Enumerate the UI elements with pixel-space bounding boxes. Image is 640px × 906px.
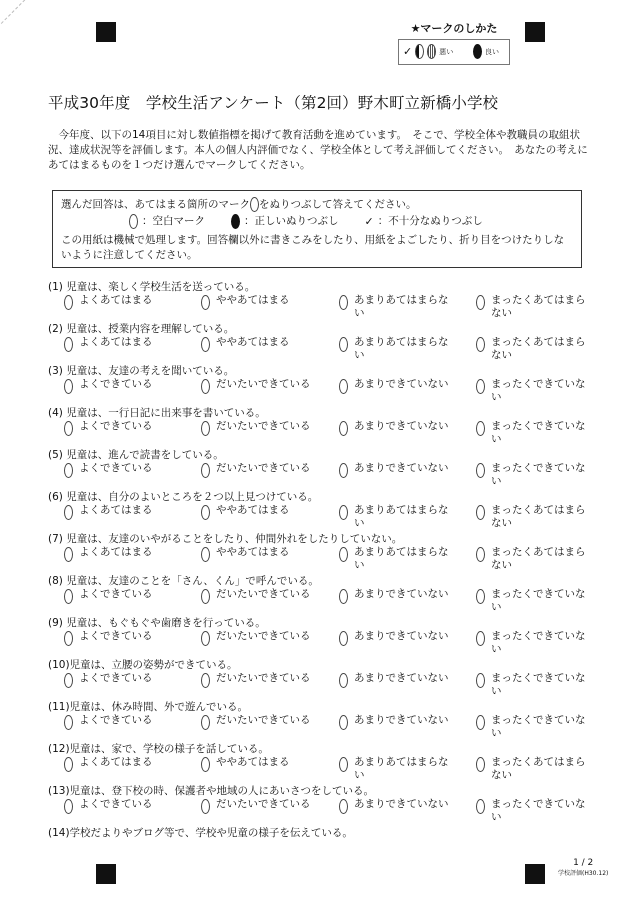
legend-blank-label: ：空白マーク — [142, 214, 205, 227]
answer-options — [48, 672, 608, 700]
good-example — [473, 44, 499, 59]
answer-option[interactable] — [64, 630, 188, 646]
answer-options — [48, 756, 608, 784]
answer-option[interactable] — [339, 714, 463, 730]
option-label: まったくあてはまらない — [491, 504, 586, 529]
registration-mark-top-right — [525, 22, 545, 42]
answer-bubble[interactable] — [201, 799, 210, 814]
blank-oval-icon — [250, 197, 259, 212]
option-label: まったくできていない — [491, 588, 586, 613]
option-label: だいたいできている — [216, 672, 311, 684]
question-text: (2) 児童は、授業内容を理解している。 — [48, 323, 235, 335]
option-label: まったくあてはまらない — [491, 294, 586, 319]
answer-bubble[interactable] — [201, 463, 210, 478]
question-4 — [48, 406, 608, 448]
answer-option[interactable] — [339, 798, 463, 814]
answer-option[interactable] — [64, 294, 188, 310]
answer-option[interactable] — [476, 378, 600, 404]
option-label: だいたいできている — [216, 630, 311, 642]
question-1 — [48, 280, 608, 322]
answer-bubble[interactable] — [339, 799, 348, 814]
answer-bubble[interactable] — [201, 547, 210, 562]
question-text: (1) 児童は、楽しく学校生活を送っている。 — [48, 281, 256, 293]
answer-bubble[interactable] — [64, 463, 73, 478]
answer-option[interactable] — [476, 546, 600, 572]
option-label: だいたいできている — [216, 420, 311, 432]
option-label: ややあてはまる — [216, 546, 290, 558]
answer-bubble[interactable] — [64, 715, 73, 730]
good-label: 良い — [485, 47, 499, 56]
bad-examples — [403, 44, 453, 59]
answer-option[interactable] — [64, 588, 188, 604]
answer-bubble[interactable] — [64, 379, 73, 394]
answer-bubble[interactable] — [476, 337, 485, 352]
option-label: だいたいできている — [216, 714, 311, 726]
legend-insufficient-label: ：不十分なぬりつぶし — [377, 214, 483, 227]
instructions-box — [52, 190, 582, 268]
option-label: よくあてはまる — [79, 504, 153, 516]
answer-option[interactable] — [201, 504, 325, 520]
answer-bubble[interactable] — [201, 505, 210, 520]
answer-bubble[interactable] — [476, 463, 485, 478]
answer-option[interactable] — [476, 756, 600, 782]
answer-option[interactable] — [64, 546, 188, 562]
question-text: (12)児童は、家で、学校の様子を話している。 — [48, 743, 269, 755]
option-label: あまりできていない — [354, 630, 449, 642]
legend-correct-label: ：正しいぬりつぶし — [244, 214, 339, 227]
option-label: だいたいできている — [216, 588, 311, 600]
answer-option[interactable] — [476, 588, 600, 614]
legend-correct — [231, 214, 339, 229]
option-label: だいたいできている — [216, 378, 311, 390]
answer-options — [48, 714, 608, 742]
check-mark-icon: ✓ — [403, 45, 413, 58]
answer-options — [48, 546, 608, 574]
question-text: (14)学校だよりやブログ等で、学校や児童の様子を伝えている。 — [48, 827, 353, 839]
answer-bubble[interactable] — [476, 589, 485, 604]
option-label: よくできている — [79, 462, 153, 474]
marking-guide-box — [398, 39, 510, 65]
answer-bubble[interactable] — [339, 673, 348, 688]
option-label: よくできている — [79, 420, 153, 432]
filled-oval-icon — [473, 44, 482, 59]
answer-option[interactable] — [201, 672, 325, 688]
option-label: あまりあてはまらない — [354, 294, 449, 319]
answer-option[interactable] — [476, 672, 600, 698]
option-label: ややあてはまる — [216, 294, 290, 306]
check-mark-icon: ✓ — [364, 214, 374, 228]
answer-options — [48, 294, 608, 322]
answer-option[interactable] — [339, 504, 463, 530]
answer-option[interactable] — [201, 378, 325, 394]
question-14 — [48, 826, 608, 840]
option-label: よくあてはまる — [79, 546, 153, 558]
answer-option[interactable] — [201, 630, 325, 646]
question-9 — [48, 616, 608, 658]
answer-bubble[interactable] — [201, 379, 210, 394]
answer-bubble[interactable] — [64, 799, 73, 814]
answer-bubble[interactable] — [476, 547, 485, 562]
answer-option[interactable] — [201, 336, 325, 352]
answer-bubble[interactable] — [476, 505, 485, 520]
question-text: (8) 児童は、友達のことを「さん、くん」で呼んでいる。 — [48, 575, 319, 587]
answer-bubble[interactable] — [64, 547, 73, 562]
option-label: あまりできていない — [354, 798, 449, 810]
instruction-line-1 — [61, 197, 573, 213]
answer-option[interactable] — [339, 672, 463, 688]
option-label: よくできている — [79, 798, 153, 810]
option-label: まったくできていない — [491, 420, 586, 445]
fold-line — [0, 0, 70, 70]
option-label: あまりできていない — [354, 672, 449, 684]
answer-option[interactable] — [64, 378, 188, 394]
answer-bubble[interactable] — [64, 295, 73, 310]
option-label: まったくできていない — [491, 378, 586, 403]
option-label: だいたいできている — [216, 462, 311, 474]
answer-bubble[interactable] — [339, 337, 348, 352]
answer-options — [48, 336, 608, 364]
answer-option[interactable] — [476, 294, 600, 320]
form-code: 学校評価(H30.12) — [558, 870, 609, 877]
option-label: よくあてはまる — [79, 294, 153, 306]
answer-bubble[interactable] — [64, 337, 73, 352]
answer-option[interactable] — [339, 462, 463, 478]
blank-oval-icon — [129, 214, 138, 229]
registration-mark-top-left — [96, 22, 116, 42]
option-label: だいたいできている — [216, 798, 311, 810]
hatched-oval-icon — [427, 44, 436, 59]
option-label: まったくできていない — [491, 798, 586, 823]
answer-bubble[interactable] — [201, 589, 210, 604]
answer-option[interactable] — [339, 420, 463, 436]
question-8 — [48, 574, 608, 616]
question-7 — [48, 532, 608, 574]
answer-option[interactable] — [201, 546, 325, 562]
answer-bubble[interactable] — [339, 757, 348, 772]
option-label: ややあてはまる — [216, 504, 290, 516]
question-6 — [48, 490, 608, 532]
legend-insufficient — [365, 214, 483, 229]
question-text: (11)児童は、休み時間、外で遊んでいる。 — [48, 701, 249, 713]
answer-option[interactable] — [476, 462, 600, 488]
answer-bubble[interactable] — [201, 337, 210, 352]
option-label: よくできている — [79, 378, 153, 390]
page-footer — [558, 858, 608, 877]
answer-option[interactable] — [201, 420, 325, 436]
answer-option[interactable] — [201, 798, 325, 814]
answer-option[interactable] — [339, 336, 463, 362]
answer-option[interactable] — [339, 294, 463, 320]
question-text: (6) 児童は、自分のよいところを２つ以上見つけている。 — [48, 491, 319, 503]
option-label: ややあてはまる — [216, 756, 290, 768]
answer-option[interactable] — [64, 714, 188, 730]
answer-option[interactable] — [339, 378, 463, 394]
marking-guide — [398, 20, 510, 65]
answer-bubble[interactable] — [201, 631, 210, 646]
instruction-line-2: この用紙は機械で処理します。回答欄以外に書きこみをしたり、用紙をよごしたり、折り目をつけたりしないように注意してください。 — [61, 233, 565, 261]
answer-bubble[interactable] — [476, 379, 485, 394]
option-label: あまりできていない — [354, 714, 449, 726]
question-10 — [48, 658, 608, 700]
answer-option[interactable] — [476, 504, 600, 530]
bad-label: 悪い — [439, 47, 454, 56]
answer-bubble[interactable] — [201, 421, 210, 436]
option-label: あまりあてはまらない — [354, 756, 449, 781]
answer-bubble[interactable] — [64, 505, 73, 520]
answer-options — [48, 588, 608, 616]
answer-options — [48, 462, 608, 490]
option-label: よくできている — [79, 672, 153, 684]
option-label: よくできている — [79, 630, 153, 642]
answer-options — [48, 378, 608, 406]
answer-options — [48, 420, 608, 448]
answer-bubble[interactable] — [339, 421, 348, 436]
answer-option[interactable] — [201, 756, 325, 772]
answer-bubble[interactable] — [64, 673, 73, 688]
filled-oval-icon — [231, 214, 240, 229]
answer-option[interactable] — [64, 798, 188, 814]
answer-bubble[interactable] — [339, 715, 348, 730]
answer-bubble[interactable] — [64, 421, 73, 436]
answer-option[interactable] — [64, 756, 188, 772]
intro-text: 今年度、以下の14項目に対し数値指標を掲げて教育活動を進めています。 そこで、学校全体や教職員の取組状況、達成状況等を評価します。本人の個人内評価でなく、学校全体として考え評価してください。 あなたの考えにあてはまるものを１つだけ選んでマークしてください。 — [48, 129, 588, 171]
option-label: あまりできていない — [354, 462, 449, 474]
answer-bubble[interactable] — [339, 379, 348, 394]
option-label: よくできている — [79, 714, 153, 726]
answer-option[interactable] — [64, 462, 188, 478]
page-number: 1 / 2 — [573, 858, 594, 868]
option-label: よくできている — [79, 588, 153, 600]
answer-option[interactable] — [339, 546, 463, 572]
mark-legend — [61, 214, 573, 229]
instruction-text-b: をぬりつぶして答えてください。 — [259, 198, 417, 211]
answer-bubble[interactable] — [201, 757, 210, 772]
answer-bubble[interactable] — [476, 715, 485, 730]
answer-bubble[interactable] — [339, 547, 348, 562]
question-text: (7) 児童は、友達のいやがることをしたり、仲間外れをしたりしていない。 — [48, 533, 403, 545]
instruction-text-a: 選んだ回答は、あてはまる箇所のマーク — [61, 198, 250, 211]
answer-bubble[interactable] — [476, 757, 485, 772]
option-label: まったくできていない — [491, 462, 586, 487]
option-label: まったくあてはまらない — [491, 336, 586, 361]
option-label: よくあてはまる — [79, 336, 153, 348]
answer-option[interactable] — [476, 336, 600, 362]
answer-option[interactable] — [201, 462, 325, 478]
answer-bubble[interactable] — [476, 799, 485, 814]
answer-bubble[interactable] — [201, 673, 210, 688]
question-list — [48, 280, 608, 840]
answer-bubble[interactable] — [476, 421, 485, 436]
page-title: 平成30年度 学校生活アンケート（第2回）野木町立新橋小学校 — [48, 94, 499, 112]
option-label: まったくできていない — [491, 714, 586, 739]
answer-option[interactable] — [201, 588, 325, 604]
option-label: ややあてはまる — [216, 336, 290, 348]
question-5 — [48, 448, 608, 490]
answer-option[interactable] — [201, 294, 325, 310]
answer-bubble[interactable] — [201, 295, 210, 310]
legend-blank — [129, 214, 205, 229]
answer-option[interactable] — [64, 336, 188, 352]
answer-option[interactable] — [476, 798, 600, 824]
answer-bubble[interactable] — [64, 631, 73, 646]
question-text: (10)児童は、立腰の姿勢ができている。 — [48, 659, 238, 671]
answer-option[interactable] — [476, 714, 600, 740]
option-label: あまりできていない — [354, 378, 449, 390]
answer-option[interactable] — [64, 420, 188, 436]
question-text: (13)児童は、登下校の時、保護者や地域の人にあいさつをしている。 — [48, 785, 375, 797]
partial-oval-icon — [415, 44, 424, 59]
option-label: まったくできていない — [491, 630, 586, 655]
question-13 — [48, 784, 608, 826]
option-label: まったくあてはまらない — [491, 546, 586, 571]
answer-bubble[interactable] — [201, 715, 210, 730]
answer-bubble[interactable] — [476, 631, 485, 646]
answer-options — [48, 504, 608, 532]
answer-option[interactable] — [64, 672, 188, 688]
answer-bubble[interactable] — [339, 463, 348, 478]
answer-bubble[interactable] — [339, 505, 348, 520]
answer-bubble[interactable] — [476, 673, 485, 688]
option-label: まったくできていない — [491, 672, 586, 697]
question-3 — [48, 364, 608, 406]
question-text: (3) 児童は、友達の考えを聞いている。 — [48, 365, 235, 377]
marking-guide-title: ★マークのしかた — [410, 22, 498, 35]
registration-mark-bottom-left — [96, 864, 116, 884]
option-label: あまりあてはまらない — [354, 336, 449, 361]
answer-option[interactable] — [339, 588, 463, 604]
answer-bubble[interactable] — [64, 589, 73, 604]
answer-bubble[interactable] — [339, 589, 348, 604]
answer-option[interactable] — [339, 630, 463, 646]
answer-bubble[interactable] — [64, 757, 73, 772]
option-label: あまりできていない — [354, 588, 449, 600]
question-11 — [48, 700, 608, 742]
answer-option[interactable] — [339, 756, 463, 782]
question-2 — [48, 322, 608, 364]
registration-mark-bottom-right — [525, 864, 545, 884]
question-text: (9) 児童は、もぐもぐや歯磨きを行っている。 — [48, 617, 266, 629]
answer-bubble[interactable] — [339, 631, 348, 646]
answer-options — [48, 630, 608, 658]
answer-option[interactable] — [476, 630, 600, 656]
answer-option[interactable] — [64, 504, 188, 520]
option-label: まったくあてはまらない — [491, 756, 586, 781]
question-12 — [48, 742, 608, 784]
question-text: (5) 児童は、進んで読書をしている。 — [48, 449, 224, 461]
answer-bubble[interactable] — [476, 295, 485, 310]
option-label: あまりあてはまらない — [354, 546, 449, 571]
answer-options — [48, 798, 608, 826]
option-label: あまりあてはまらない — [354, 504, 449, 529]
question-text: (4) 児童は、一行日記に出来事を書いている。 — [48, 407, 266, 419]
answer-option[interactable] — [476, 420, 600, 446]
option-label: あまりできていない — [354, 420, 449, 432]
answer-bubble[interactable] — [339, 295, 348, 310]
answer-option[interactable] — [201, 714, 325, 730]
option-label: よくあてはまる — [79, 756, 153, 768]
